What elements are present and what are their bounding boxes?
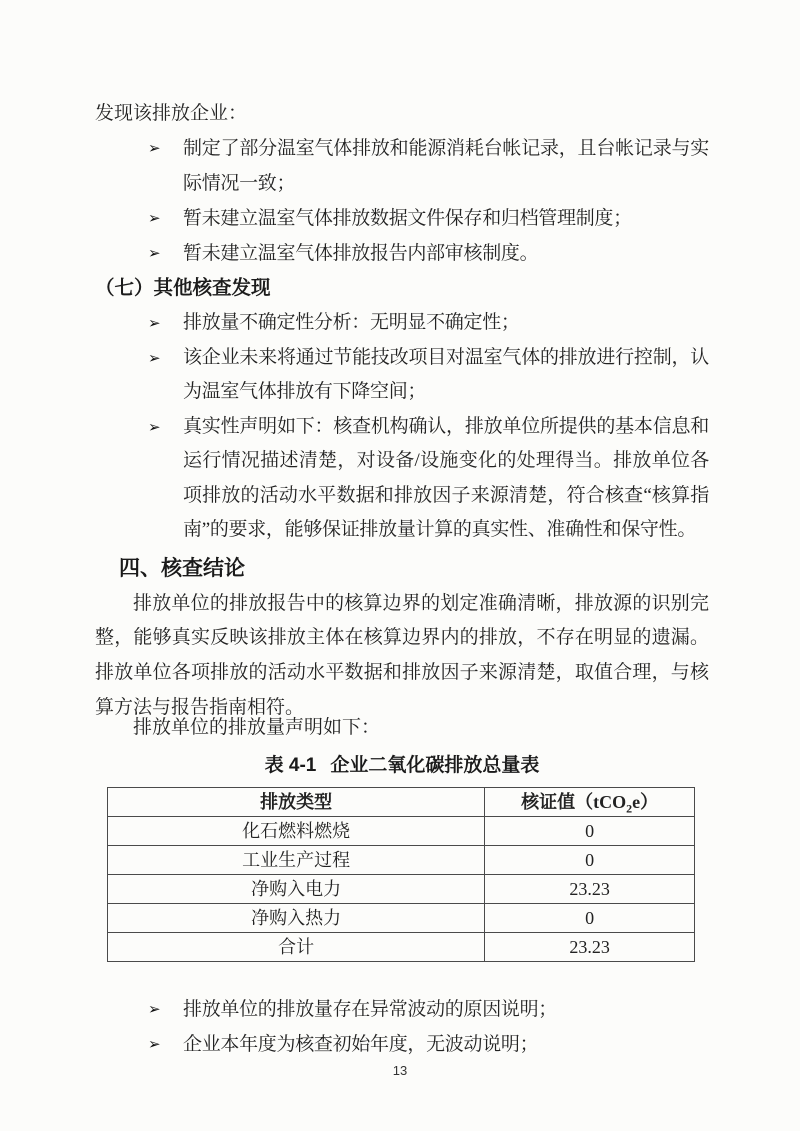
bullet-text: 该企业未来将通过节能技改项目对温室气体的排放进行控制，认为温室气体排放有下降空间； (183, 346, 709, 402)
emission-value-cell: 23.23 (485, 874, 695, 903)
emission-type-cell: 工业生产过程 (108, 845, 485, 874)
emission-type-cell: 净购入热力 (108, 903, 485, 932)
arrow-bullet-icon: ➢ (148, 419, 161, 436)
emission-type-cell: 化石燃料燃烧 (108, 816, 485, 845)
table-caption (95, 753, 709, 779)
arrow-bullet-icon: ➢ (148, 1036, 161, 1053)
bullet-item (95, 992, 709, 1027)
bullet-item (95, 306, 709, 341)
arrow-bullet-icon: ➢ (148, 246, 161, 262)
bullet-item (95, 131, 709, 201)
bullet-item (95, 236, 709, 271)
arrow-bullet-icon: ➢ (148, 1001, 161, 1018)
bullet-item (95, 410, 709, 548)
header-text: 核证值（tCO (521, 791, 627, 812)
table-row (108, 874, 695, 903)
emission-type-cell: 合计 (108, 932, 485, 961)
intro-line: 发现该排放企业： (95, 103, 248, 124)
bullet-text: 企业本年度为核查初始年度，无波动说明； (183, 1033, 539, 1055)
emission-value-cell: 0 (485, 903, 695, 932)
col-header-verified-value (485, 787, 695, 816)
bullet-text: 真实性声明如下：核查机构确认，排放单位所提供的基本信息和运行情况描述清楚，对设备/设施变化的处理得当。排放单位各项排放的活动水平数据和排放因子来源清楚，符合核查“核算指南”的要求，能够保证排放量计算的真实性、准确性和保守性。 (183, 415, 709, 540)
top-bullet-list (95, 131, 709, 271)
document-body (95, 0, 709, 1062)
bullet-text: 制定了部分温室气体排放和能源消耗台帐记录，且台帐记录与实际情况一致； (183, 138, 709, 194)
section-heading-other-findings: （七）其他核查发现 (95, 278, 271, 299)
table-row (108, 903, 695, 932)
declaration-intro-line: 排放单位的排放量声明如下： (133, 716, 381, 738)
emission-total-table (107, 787, 695, 962)
table-caption-title: 企业二氧化碳排放总量表 (330, 754, 540, 776)
arrow-bullet-icon: ➢ (148, 141, 161, 157)
arrow-bullet-icon: ➢ (148, 350, 161, 367)
emission-value-cell: 0 (485, 845, 695, 874)
page-number: 13 (392, 1063, 408, 1078)
table-header-row (108, 787, 695, 816)
emission-type-cell: 净购入电力 (108, 874, 485, 903)
arrow-bullet-icon: ➢ (148, 316, 161, 332)
bullet-text: 暂未建立温室气体排放数据文件保存和归档管理制度； (183, 208, 632, 229)
table-row (108, 816, 695, 845)
other-findings-bullet-list (95, 306, 709, 548)
emission-value-cell: 0 (485, 816, 695, 845)
table-caption-number: 表 4-1 (264, 754, 317, 776)
bullet-text: 暂未建立温室气体排放报告内部审核制度。 (183, 243, 539, 264)
bullet-item (95, 201, 709, 236)
bullet-item (95, 1027, 709, 1062)
bullet-item (95, 341, 709, 410)
header-subscript: 2 (626, 801, 633, 816)
section-heading-conclusion: 四、核查结论 (119, 556, 245, 580)
bullet-text: 排放量不确定性分析：无明显不确定性； (183, 312, 520, 333)
emission-value-cell: 23.23 (485, 932, 695, 961)
header-text: e） (632, 791, 659, 812)
arrow-bullet-icon: ➢ (148, 211, 161, 227)
conclusion-paragraph: 排放单位的排放报告中的核算边界的划定准确清晰，排放源的识别完整，能够真实反映该排放主体在核算边界内的排放，不存在明显的遗漏。排放单位各项排放的活动水平数据和排放因子来源清楚，取值合理，与核算方法与报告指南相符。 (95, 592, 709, 718)
bullet-text: 排放单位的排放量存在异常波动的原因说明； (183, 998, 558, 1020)
table-row (108, 932, 695, 961)
bottom-bullet-list (95, 992, 709, 1062)
table-row (108, 845, 695, 874)
col-header-emission-type: 排放类型 (108, 787, 485, 816)
